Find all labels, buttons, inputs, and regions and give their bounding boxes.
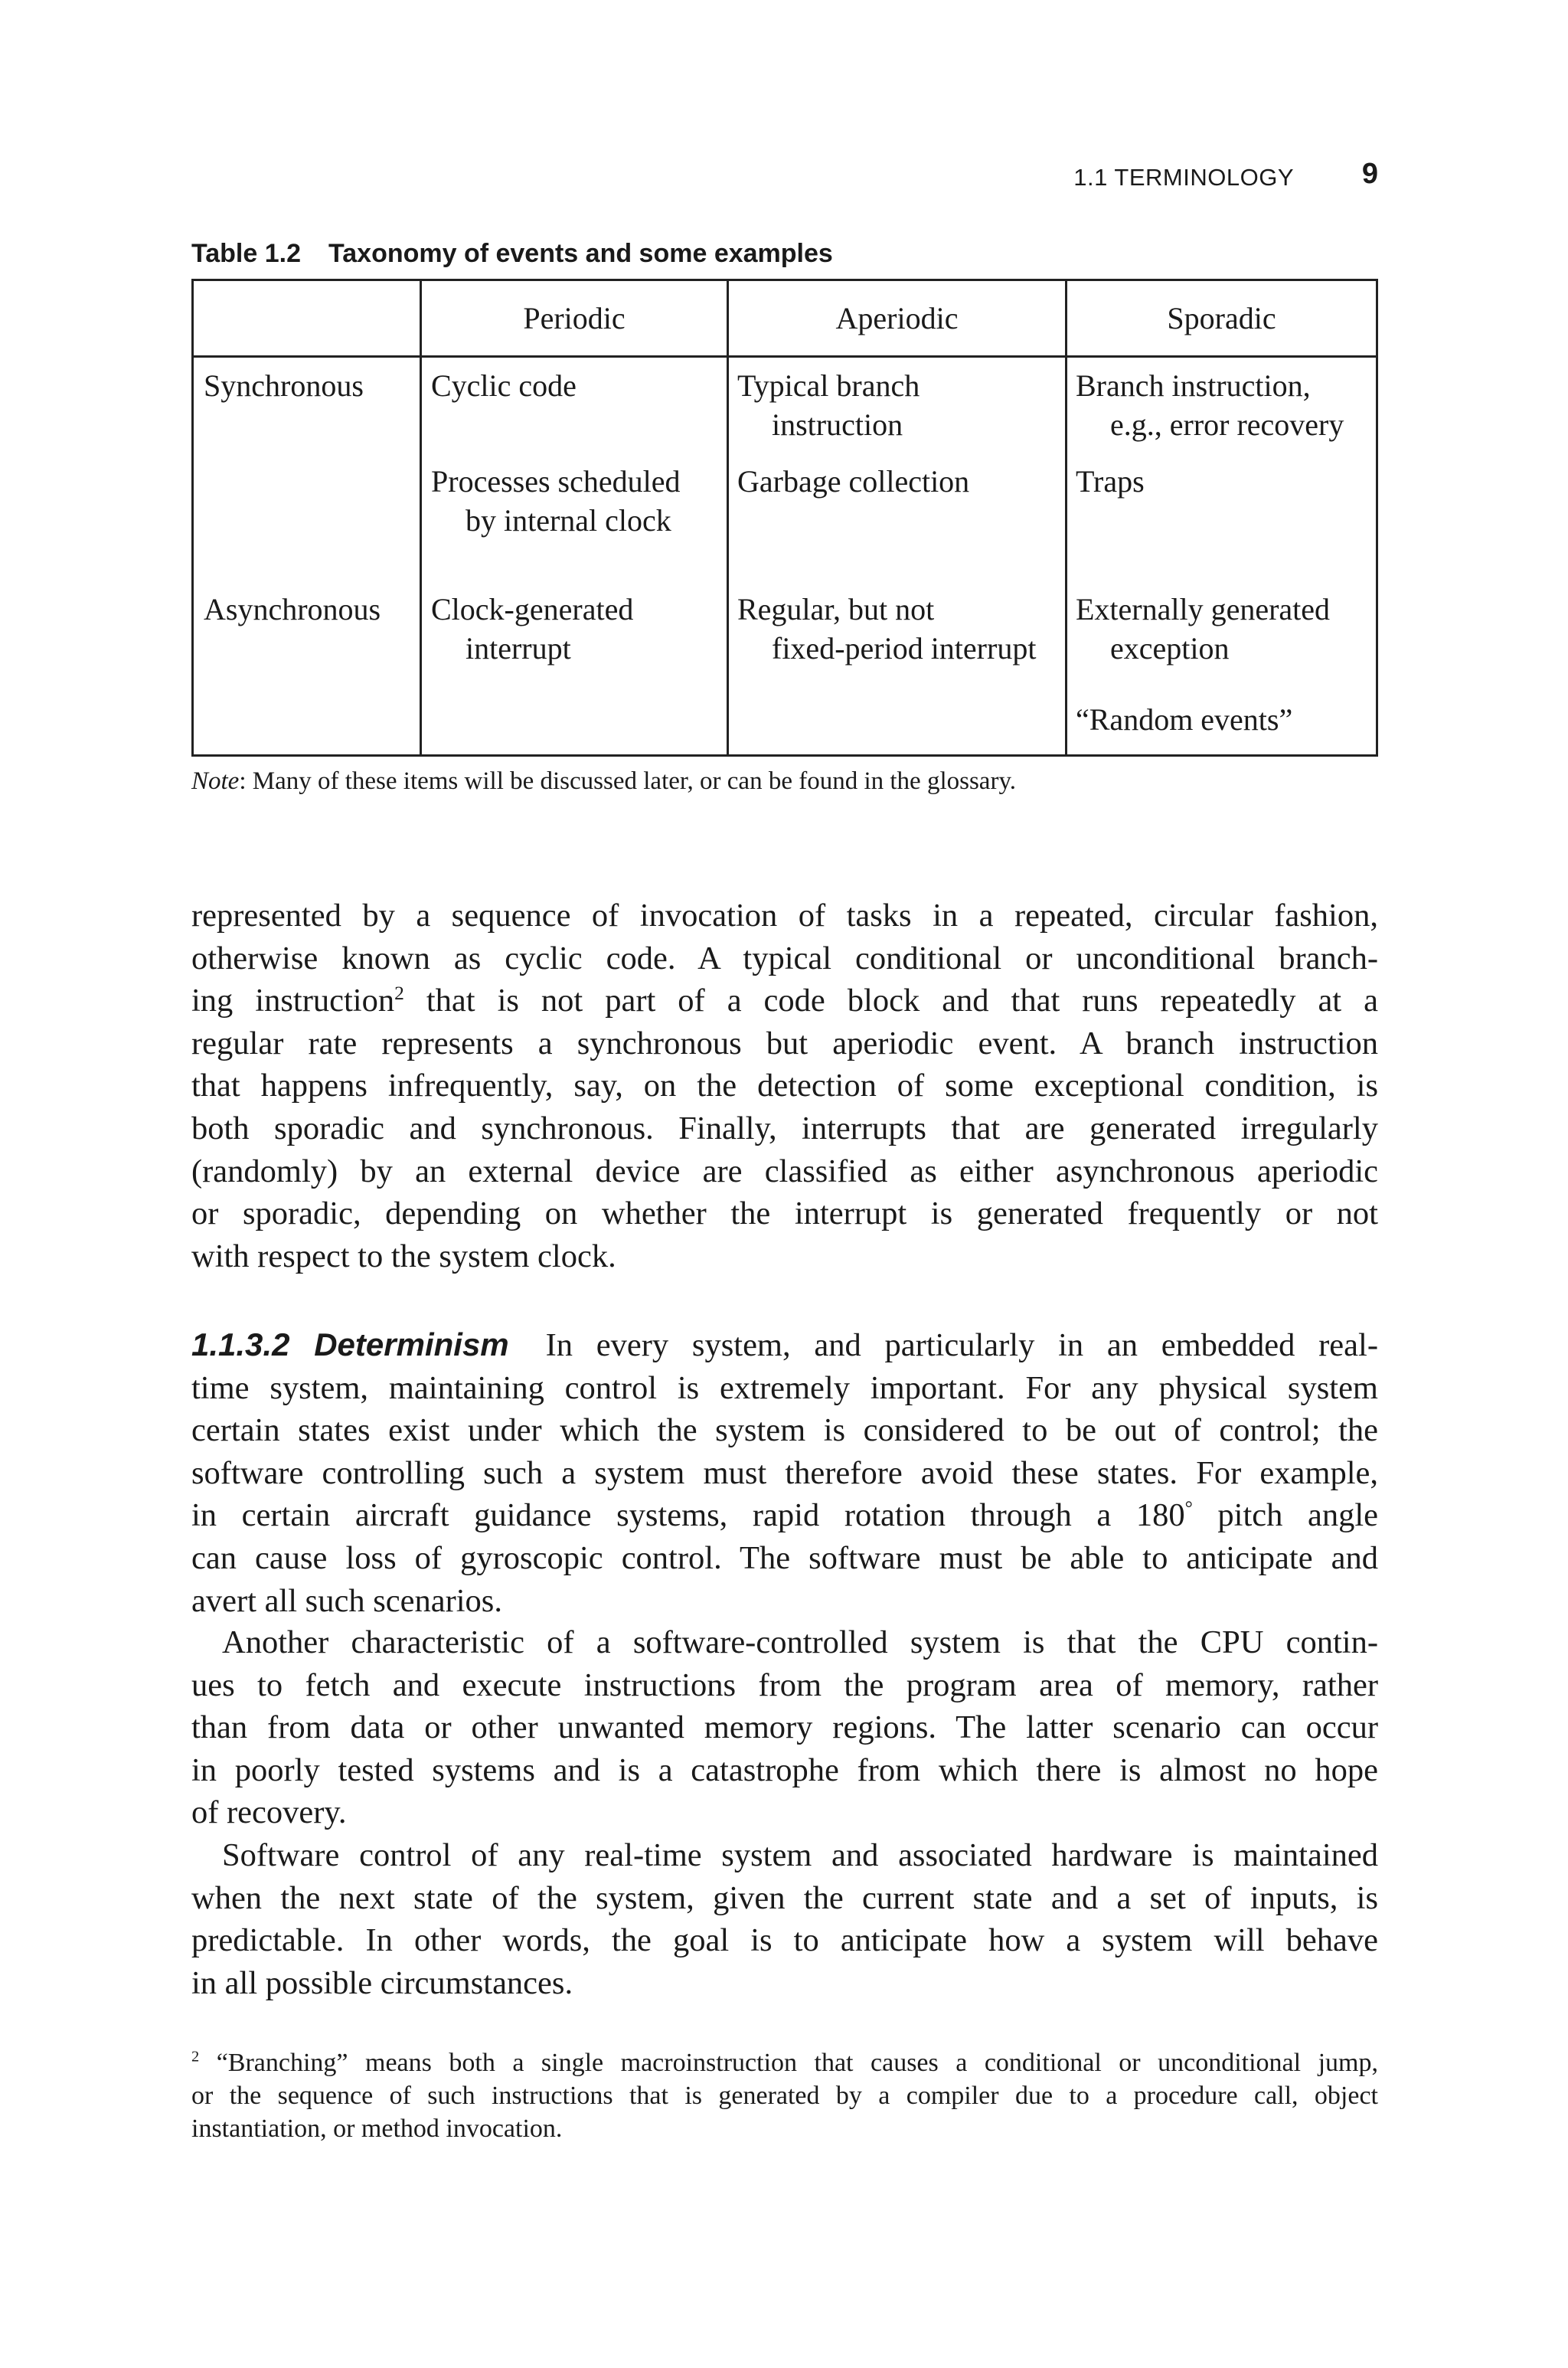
- text-line: of recovery.: [191, 1794, 347, 1831]
- table-cell: Branch instruction,: [1076, 368, 1311, 403]
- paragraph-software-control: [191, 1834, 1378, 2004]
- column-header-sporadic: Sporadic: [1167, 301, 1276, 335]
- text-line: than from data or other unwanted memory regions. The latter scenario can occur: [191, 1709, 1378, 1746]
- note-label: Note: [191, 767, 240, 795]
- table-cell: Processes scheduled: [431, 464, 681, 499]
- text-line: with respect to the system clock.: [191, 1238, 616, 1274]
- table-cell: Clock-generated: [431, 592, 634, 626]
- text-line: in certain aircraft guidance systems, rapid rotation through a 180° pitch angle: [191, 1496, 1379, 1534]
- section-title: 1.1 TERMINOLOGY: [1073, 164, 1294, 191]
- table-caption: [191, 239, 833, 269]
- text-line: or sporadic, depending on whether the interrupt is generated frequently or not: [191, 1195, 1378, 1232]
- row-header-asynchronous: Asynchronous: [204, 592, 381, 626]
- text-line: $^2$ “Branching” means both a single macroinstruction that causes a conditional or unconditional jump,: [191, 2048, 1378, 2077]
- text-line: certain states exist under which the system is considered to be out of control; the: [191, 1412, 1378, 1449]
- text-line: when the next state of the system, given the current state and a set of inputs, is: [191, 1879, 1378, 1916]
- text-line: represented by a sequence of invocation of tasks in a repeated, circular fashion,: [191, 898, 1378, 934]
- text-line: Software control of any real-time system and associated hardware is maintained: [222, 1837, 1378, 1873]
- table-cell: Garbage collection: [737, 464, 970, 499]
- taxonomy-table: [191, 279, 1378, 757]
- header-divider: [194, 355, 1376, 358]
- footnote-ref: 2: [394, 982, 404, 1005]
- table-cell: Traps: [1076, 464, 1145, 499]
- note-text: : Many of these items will be discussed later, or can be found in the glossary.: [239, 767, 1017, 795]
- paragraph-cyclic-code: [191, 895, 1378, 1277]
- text-line: predictable. In other words, the goal is to anticipate how a system will behave: [191, 1922, 1378, 1959]
- section-determinism: [191, 1323, 1378, 1622]
- column-divider: [1065, 281, 1067, 754]
- text-line: time system, maintaining control is extremely important. For any physical system: [191, 1369, 1378, 1406]
- running-head: [1057, 158, 1378, 195]
- text-line: (randomly) by an external device are classified as either asynchronous aperiodic: [191, 1153, 1378, 1189]
- text-line: can cause loss of gyroscopic control. The software must be able to anticipate and: [191, 1539, 1378, 1576]
- text-line: software controlling such a system must therefore avoid these states. For example,: [191, 1454, 1378, 1491]
- section-heading: 1.1.3.2 Determinism: [191, 1326, 509, 1362]
- table-cell: by internal clock: [466, 503, 671, 538]
- table-cell: exception: [1110, 631, 1230, 666]
- text-line: regular rate represents a synchronous but aperiodic event. A branch instruction: [191, 1025, 1378, 1061]
- text-line: otherwise known as cyclic code. A typical conditional or unconditional branch-: [191, 940, 1378, 976]
- column-divider: [727, 281, 729, 754]
- table-cell: instruction: [772, 407, 903, 442]
- table-title: Taxonomy of events and some examples: [328, 239, 833, 268]
- text-line: Another characteristic of a software-controlled system is that the CPU contin-: [222, 1624, 1378, 1660]
- text-line: avert all such scenarios.: [191, 1582, 502, 1619]
- column-header-aperiodic: Aperiodic: [835, 301, 959, 335]
- table-cell: fixed-period interrupt: [772, 631, 1037, 666]
- table-cell: Externally generated: [1076, 592, 1331, 626]
- text-line: in poorly tested systems and is a catastrophe from which there is almost no hope: [191, 1751, 1378, 1788]
- degree-symbol: °: [1184, 1496, 1193, 1519]
- table-cell: e.g., error recovery: [1110, 407, 1344, 442]
- text-line: instantiation, or method invocation.: [191, 2115, 563, 2143]
- table-cell: “Random events”: [1076, 702, 1293, 737]
- table-cell: interrupt: [466, 631, 571, 666]
- text-line: ing instruction$^2$ that is not part of a code block and that runs repeatedly at a: [191, 982, 1378, 1019]
- table-number: Table 1.2: [191, 239, 301, 268]
- footnote-marker: 2: [191, 2048, 200, 2065]
- table-note: [191, 767, 1016, 796]
- text-line: 1.1.3.2 Determinism In every system, and particularly in an embedded real-: [191, 1326, 1378, 1363]
- column-header-periodic: Periodic: [523, 301, 626, 335]
- paragraph-cpu-control: [191, 1621, 1378, 1834]
- column-divider: [420, 281, 422, 754]
- table-cell: Typical branch: [737, 368, 920, 403]
- table-cell: Cyclic code: [431, 368, 577, 403]
- footnote: [191, 2046, 1378, 2145]
- text-line: both sporadic and synchronous. Finally, interrupts that are generated irregularly: [191, 1110, 1378, 1146]
- text-line: that happens infrequently, say, on the detection of some exceptional condition, is: [191, 1068, 1378, 1104]
- page-number: 9: [1361, 158, 1378, 190]
- text-line: or the sequence of such instructions that is generated by a compiler due to a procedure call, object: [191, 2082, 1378, 2110]
- table-cell: Regular, but not: [737, 592, 935, 626]
- text-line: ues to fetch and execute instructions from the program area of memory, rather: [191, 1666, 1378, 1703]
- row-header-synchronous: Synchronous: [204, 368, 364, 403]
- text-line: in all possible circumstances.: [191, 1964, 573, 2001]
